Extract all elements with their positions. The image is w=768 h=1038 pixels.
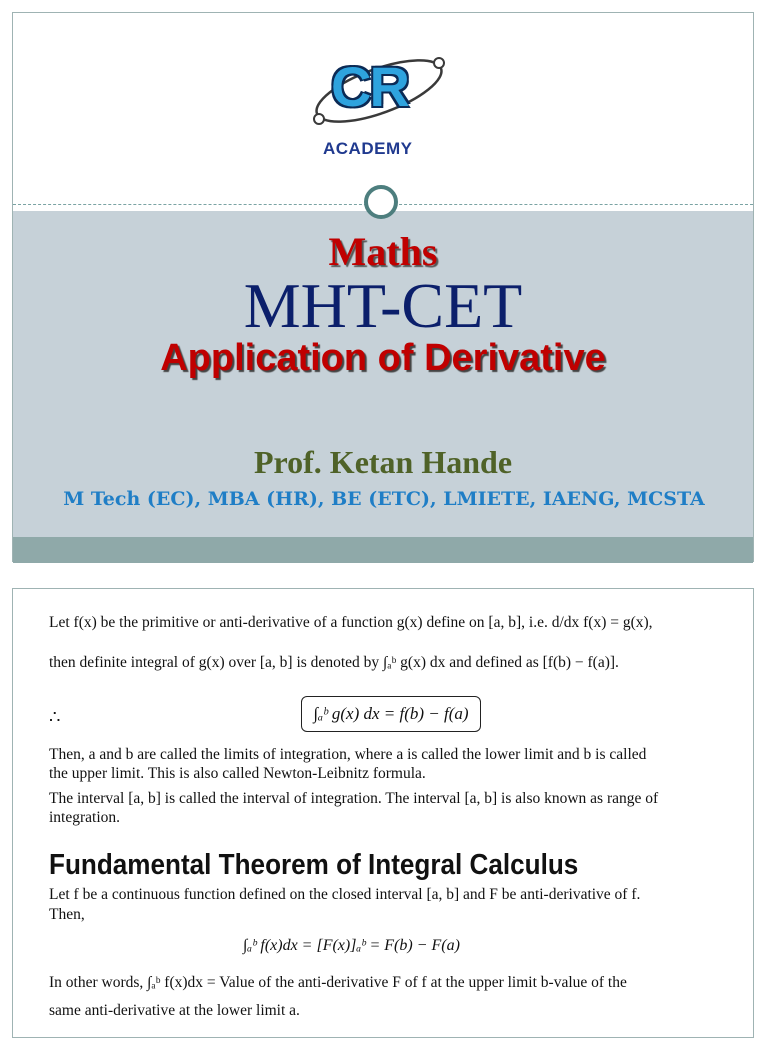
paragraph-line-9: In other words, ∫ₐᵇ f(x)dx = Value of the anti-derivative F of f at the upper limit b-value of the bbox=[49, 974, 627, 991]
paragraph-line-6: integration. bbox=[49, 809, 121, 826]
exam-title: MHT-CET bbox=[243, 270, 523, 341]
subject-title: Maths bbox=[328, 229, 438, 274]
title-slide bbox=[12, 12, 754, 562]
paragraph-line-3: Then, a and b are called the limits of integration, where a is called the lower limit and b is called bbox=[49, 746, 647, 763]
paragraph-line-7: Let f be a continuous function defined on the closed interval [a, b] and F be anti-derivative of f. bbox=[49, 886, 641, 903]
circle-ornament-icon bbox=[364, 185, 398, 219]
content-slide bbox=[12, 588, 754, 1038]
theorem-formula: ∫ₐᵇ f(x)dx = [F(x)]ₐᵇ = F(b) − F(a) bbox=[243, 937, 460, 954]
section-heading: Fundamental Theorem of Integral Calculus bbox=[49, 849, 579, 881]
topic-title: Application of Derivative bbox=[160, 337, 606, 379]
therefore-symbol: ∴ bbox=[49, 707, 61, 727]
paragraph-line-8: Then, bbox=[49, 906, 85, 923]
cr-academy-logo bbox=[309, 49, 449, 159]
paragraph-line-1: Let f(x) be the primitive or anti-derivative of a function g(x) define on [a, b], i.e. d/dx f(x) = g(x), bbox=[49, 614, 653, 631]
professor-name: Prof. Ketan Hande bbox=[253, 444, 513, 480]
logo-brand-text: CR bbox=[331, 55, 408, 118]
boxed-formula: ∫ₐᵇ g(x) dx = f(b) − f(a) bbox=[301, 696, 481, 732]
paragraph-line-2: then definite integral of g(x) over [a, b] is denoted by ∫ₐᵇ g(x) dx and defined as [f(b) − f(a)]. bbox=[49, 654, 619, 671]
paragraph-line-4: the upper limit. This is also called Newton-Leibnitz formula. bbox=[49, 765, 426, 782]
qualifications: M Tech (EC), MBA (HR), BE (ETC), LMIETE, IAENG, MCSTA bbox=[63, 488, 705, 510]
paragraph-line-5: The interval [a, b] is called the interval of integration. The interval [a, b] is also known as range of bbox=[49, 790, 659, 807]
logo-academy-text: ACADEMY bbox=[323, 139, 413, 158]
footer-bar bbox=[13, 537, 753, 563]
paragraph-line-10: same anti-derivative at the lower limit a. bbox=[49, 1002, 300, 1019]
